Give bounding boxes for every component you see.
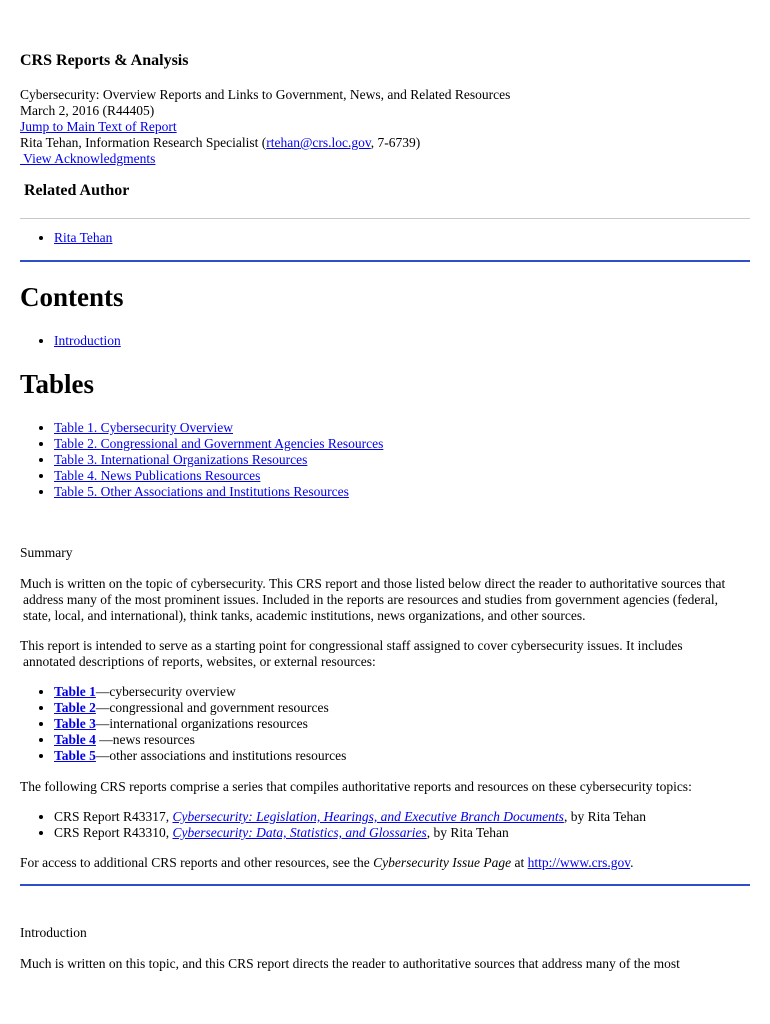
table-4-link[interactable]: Table 4. News Publications Resources <box>54 468 261 483</box>
list-item <box>54 468 383 484</box>
summary-table-4-link[interactable]: Table 4 <box>54 732 96 747</box>
tables-heading: Tables <box>20 369 95 399</box>
contents-list <box>20 333 121 349</box>
list-item: • CRS Report R43310, Cybersecurity: Data, Statistics, and Glossaries, by Rita Tehan <box>54 825 646 841</box>
crs-gov-link[interactable]: http://www.crs.gov <box>527 855 631 870</box>
divider <box>20 218 750 219</box>
related-author-list <box>20 230 112 246</box>
list-item: • Table 5—other associations and institutions resources <box>54 748 346 764</box>
introduction-paragraph: Much is written on this topic, and this CRS report directs the reader to authoritative sources that address many of the most <box>20 956 680 971</box>
table-2-link[interactable]: Table 2. Congressional and Government Agencies Resources <box>54 436 384 451</box>
summary-paragraph-3: The following CRS reports comprise a series that compiles authoritative reports and resources on these cybersecurity topics: <box>20 779 692 794</box>
view-acknowledgments-link[interactable]: View Acknowledgments <box>20 151 156 166</box>
summary-table-3-link[interactable]: Table 3 <box>54 716 96 731</box>
table-3-link[interactable]: Table 3. International Organizations Resources <box>54 452 308 467</box>
list-item: • Table 2—congressional and government resources <box>54 700 346 716</box>
list-item: • Table 3—international organizations resources <box>54 716 346 732</box>
report-date: March 2, 2016 (R44405) <box>20 103 155 118</box>
related-author-link[interactable]: Rita Tehan <box>54 230 113 245</box>
table-5-link[interactable]: Table 5. Other Associations and Institutions Resources <box>54 484 349 499</box>
report-r43317-link[interactable]: Cybersecurity: Legislation, Hearings, and Executive Branch Documents <box>172 809 564 824</box>
summary-table-1-link[interactable]: Table 1 <box>54 684 96 699</box>
section-divider <box>20 884 750 886</box>
list-item <box>54 230 112 246</box>
introduction-link[interactable]: Introduction <box>54 333 121 348</box>
introduction-heading: Introduction <box>20 925 87 940</box>
list-item: • Table 1—cybersecurity overview <box>54 684 346 700</box>
section-divider <box>20 260 750 262</box>
related-author-heading: Related Author <box>24 182 130 199</box>
crs-report-list <box>20 809 646 841</box>
report-title: Cybersecurity: Overview Reports and Links to Government, News, and Related Resources <box>20 87 511 102</box>
issue-page-title: Cybersecurity Issue Page <box>373 855 512 870</box>
list-item <box>54 484 383 500</box>
summary-paragraph-1: Much is written on the topic of cybersecurity. This CRS report and those listed below direct the reader to authoritative sources that address many of the most prominent issues. Included in the reports are resources and studies from government agencies (federal, state, local, and international), think tanks, academic institutions, news organizations, and other sources. <box>20 576 726 623</box>
list-item <box>54 333 121 349</box>
report-r43310-link[interactable]: Cybersecurity: Data, Statistics, and Glossaries <box>172 825 427 840</box>
report-meta <box>20 87 510 167</box>
list-item <box>54 436 383 452</box>
summary-table-list <box>20 684 346 764</box>
summary-table-2-link[interactable]: Table 2 <box>54 700 96 715</box>
summary-paragraph-2: This report is intended to serve as a starting point for congressional staff assigned to cover cybersecurity issues. It includes annotated descriptions of reports, websites, or external resources: <box>20 638 683 669</box>
tables-list <box>20 420 383 500</box>
list-item <box>54 420 383 436</box>
list-item: • CRS Report R43317, Cybersecurity: Legislation, Hearings, and Executive Branch Documents, by Rita Tehan <box>54 809 646 825</box>
contents-heading: Contents <box>20 282 124 312</box>
table-1-link[interactable]: Table 1. Cybersecurity Overview <box>54 420 233 435</box>
summary-heading: Summary <box>20 545 73 560</box>
list-item: • Table 4 —news resources <box>54 732 346 748</box>
summary-paragraph-4: For access to additional CRS reports and other resources, see the Cybersecurity Issue Page at http://www.crs.gov. <box>20 855 634 870</box>
list-item <box>54 452 383 468</box>
summary-table-5-link[interactable]: Table 5 <box>54 748 96 763</box>
site-title: CRS Reports & Analysis <box>20 52 189 69</box>
author-email-link[interactable]: rtehan@crs.loc.gov <box>266 135 371 150</box>
jump-to-main-text-link[interactable]: Jump to Main Text of Report <box>20 119 177 134</box>
author-line: Rita Tehan, Information Research Specialist (rtehan@crs.loc.gov, 7-6739) <box>20 135 421 150</box>
